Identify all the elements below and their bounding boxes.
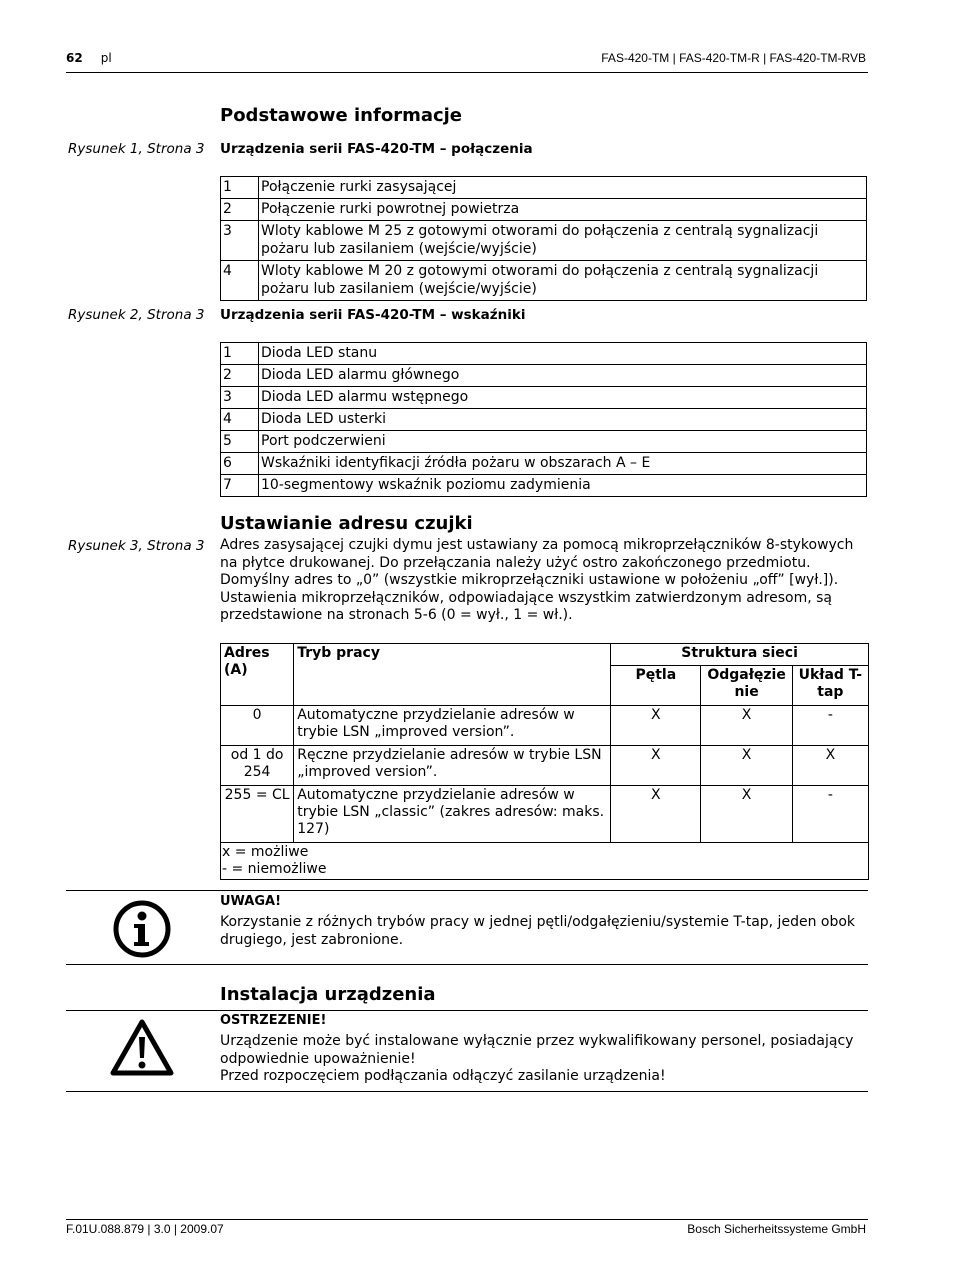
notice-title: UWAGA! [220,894,282,909]
warning-icon [108,1017,176,1083]
cell-mode: Ręczne przydzielanie adresów w trybie LSN „improved version”. [294,746,611,786]
warning-top-rule [66,1010,868,1011]
row-number: 3 [221,221,259,261]
row-number: 5 [221,431,259,453]
cell-branch: X [701,706,792,746]
cell-loop: X [611,706,701,746]
table-row [221,261,867,301]
cell-ttap: X [792,746,868,786]
row-number: 3 [221,387,259,409]
page-header-left [66,51,112,65]
figure1-ref: Rysunek 1, Strona 3 [68,141,205,157]
header-rule [66,72,868,73]
row-text: Port podczerwieni [259,431,867,453]
cell-address: 0 [221,706,294,746]
row-number: 2 [221,365,259,387]
table-row [221,475,867,497]
col-loop: Pętla [611,666,701,706]
row-text: Wloty kablowe M 20 z gotowymi otworami do połączenia z centralą sygnalizacji pożaru lub zasilaniem (wejście/wyjście) [259,261,867,301]
section-title-address: Ustawianie adresu czujki [220,513,473,534]
row-text: Dioda LED alarmu głównego [259,365,867,387]
row-text: Wloty kablowe M 25 z gotowymi otworami do połączenia z centralą sygnalizacji pożaru lub zasilaniem (wejście/wyjście) [259,221,867,261]
row-number: 6 [221,453,259,475]
table-row [221,453,867,475]
row-number: 1 [221,177,259,199]
notice-top-rule [66,890,868,891]
row-text: Połączenie rurki powrotnej powietrza [259,199,867,221]
table-header-row [221,644,869,666]
row-text: Dioda LED stanu [259,343,867,365]
row-number: 1 [221,343,259,365]
table-row [221,746,869,786]
col-branch: Odgałęzienie [701,666,792,706]
col-network: Struktura sieci [611,644,869,666]
row-text: Połączenie rurki zasysającej [259,177,867,199]
address-paragraph: Adres zasysającej czujki dymu jest ustawiany za pomocą mikroprzełączników 8-stykowych na płytce drukowanej. Do przełączania należy użyć ostro zakończonego przedmiotu. Domyślny adres to „0” (wszystkie mikroprzełączniki ustawione w położeniu „off” [wył.]). Ustawienia mikroprzełączników, odpowiadające wszystkim zatwierdzonym adresom, są przedstawione na stronach 5-6 (0 = wył., 1 = wł.). [220,537,854,623]
cell-branch: X [701,786,792,843]
figure2-ref: Rysunek 2, Strona 3 [68,307,205,323]
table-row [221,343,867,365]
cell-ttap: - [792,706,868,746]
cell-address: 255 = CL [221,786,294,843]
figure3-ref: Rysunek 3, Strona 3 [68,538,205,554]
footer-rule [66,1219,868,1220]
info-icon [112,899,172,963]
company-name: Bosch Sicherheitssysteme GmbH [687,1222,866,1236]
cell-mode: Automatyczne przydzielanie adresów w trybie LSN „classic” (zakres adresów: maks. 127) [294,786,611,843]
indicators-table [220,342,867,497]
legend-possible: x = możliwe [222,844,309,860]
col-address: Adres (A) [221,644,294,706]
figure1-caption: Urządzenia serii FAS-420-TM – połączenia [220,141,533,157]
figure2-caption: Urządzenia serii FAS-420-TM – wskaźniki [220,307,526,323]
table-legend-row [221,843,869,880]
warning-title: OSTRZEZENIE! [220,1013,327,1028]
table-row [221,409,867,431]
row-number: 2 [221,199,259,221]
table-row [221,786,869,843]
document-id: F.01U.088.879 | 3.0 | 2009.07 [66,1222,224,1236]
table-row [221,706,869,746]
table-row [221,199,867,221]
warning-bottom-rule [66,1091,868,1092]
row-text: Wskaźniki identyfikacji źródła pożaru w obszarach A – E [259,453,867,475]
row-number: 7 [221,475,259,497]
address-table [220,643,869,880]
section-title-installation: Instalacja urządzenia [220,984,436,1005]
cell-ttap: - [792,786,868,843]
section-title-basic-info: Podstawowe informacje [220,105,463,126]
notice-text: Korzystanie z różnych trybów pracy w jednej pętli/odgałęzieniu/systemie T-tap, jeden obok drugiego, jest zabronione. [220,914,856,948]
connections-table [220,176,867,301]
table-row [221,177,867,199]
product-title: FAS-420-TM | FAS-420-TM-R | FAS-420-TM-RVB [601,51,866,65]
warning-line-2: Przed rozpoczęciem podłączania odłączyć zasilanie urządzenia! [220,1068,666,1084]
row-text: Dioda LED alarmu wstępnego [259,387,867,409]
cell-loop: X [611,786,701,843]
table-row [221,365,867,387]
language-code: pl [100,51,112,65]
row-text: 10-segmentowy wskaźnik poziomu zadymienia [259,475,867,497]
table-row [221,221,867,261]
cell-mode: Automatyczne przydzielanie adresów w trybie LSN „improved version”. [294,706,611,746]
table-row [221,387,867,409]
legend-impossible: - = niemożliwe [222,861,327,877]
table-row [221,431,867,453]
notice-bottom-rule [66,964,868,965]
cell-loop: X [611,746,701,786]
page-number: 62 [66,51,83,65]
col-mode: Tryb pracy [294,644,611,706]
warning-line-1: Urządzenie może być instalowane wyłącznie przez wykwalifikowany personel, posiadający odpowiednie upoważnienie! [220,1033,854,1067]
row-number: 4 [221,261,259,301]
col-ttap: Układ T-tap [792,666,868,706]
cell-branch: X [701,746,792,786]
row-number: 4 [221,409,259,431]
warning-text [220,1033,866,1086]
legend-cell [221,843,869,880]
cell-address: od 1 do 254 [221,746,294,786]
row-text: Dioda LED usterki [259,409,867,431]
